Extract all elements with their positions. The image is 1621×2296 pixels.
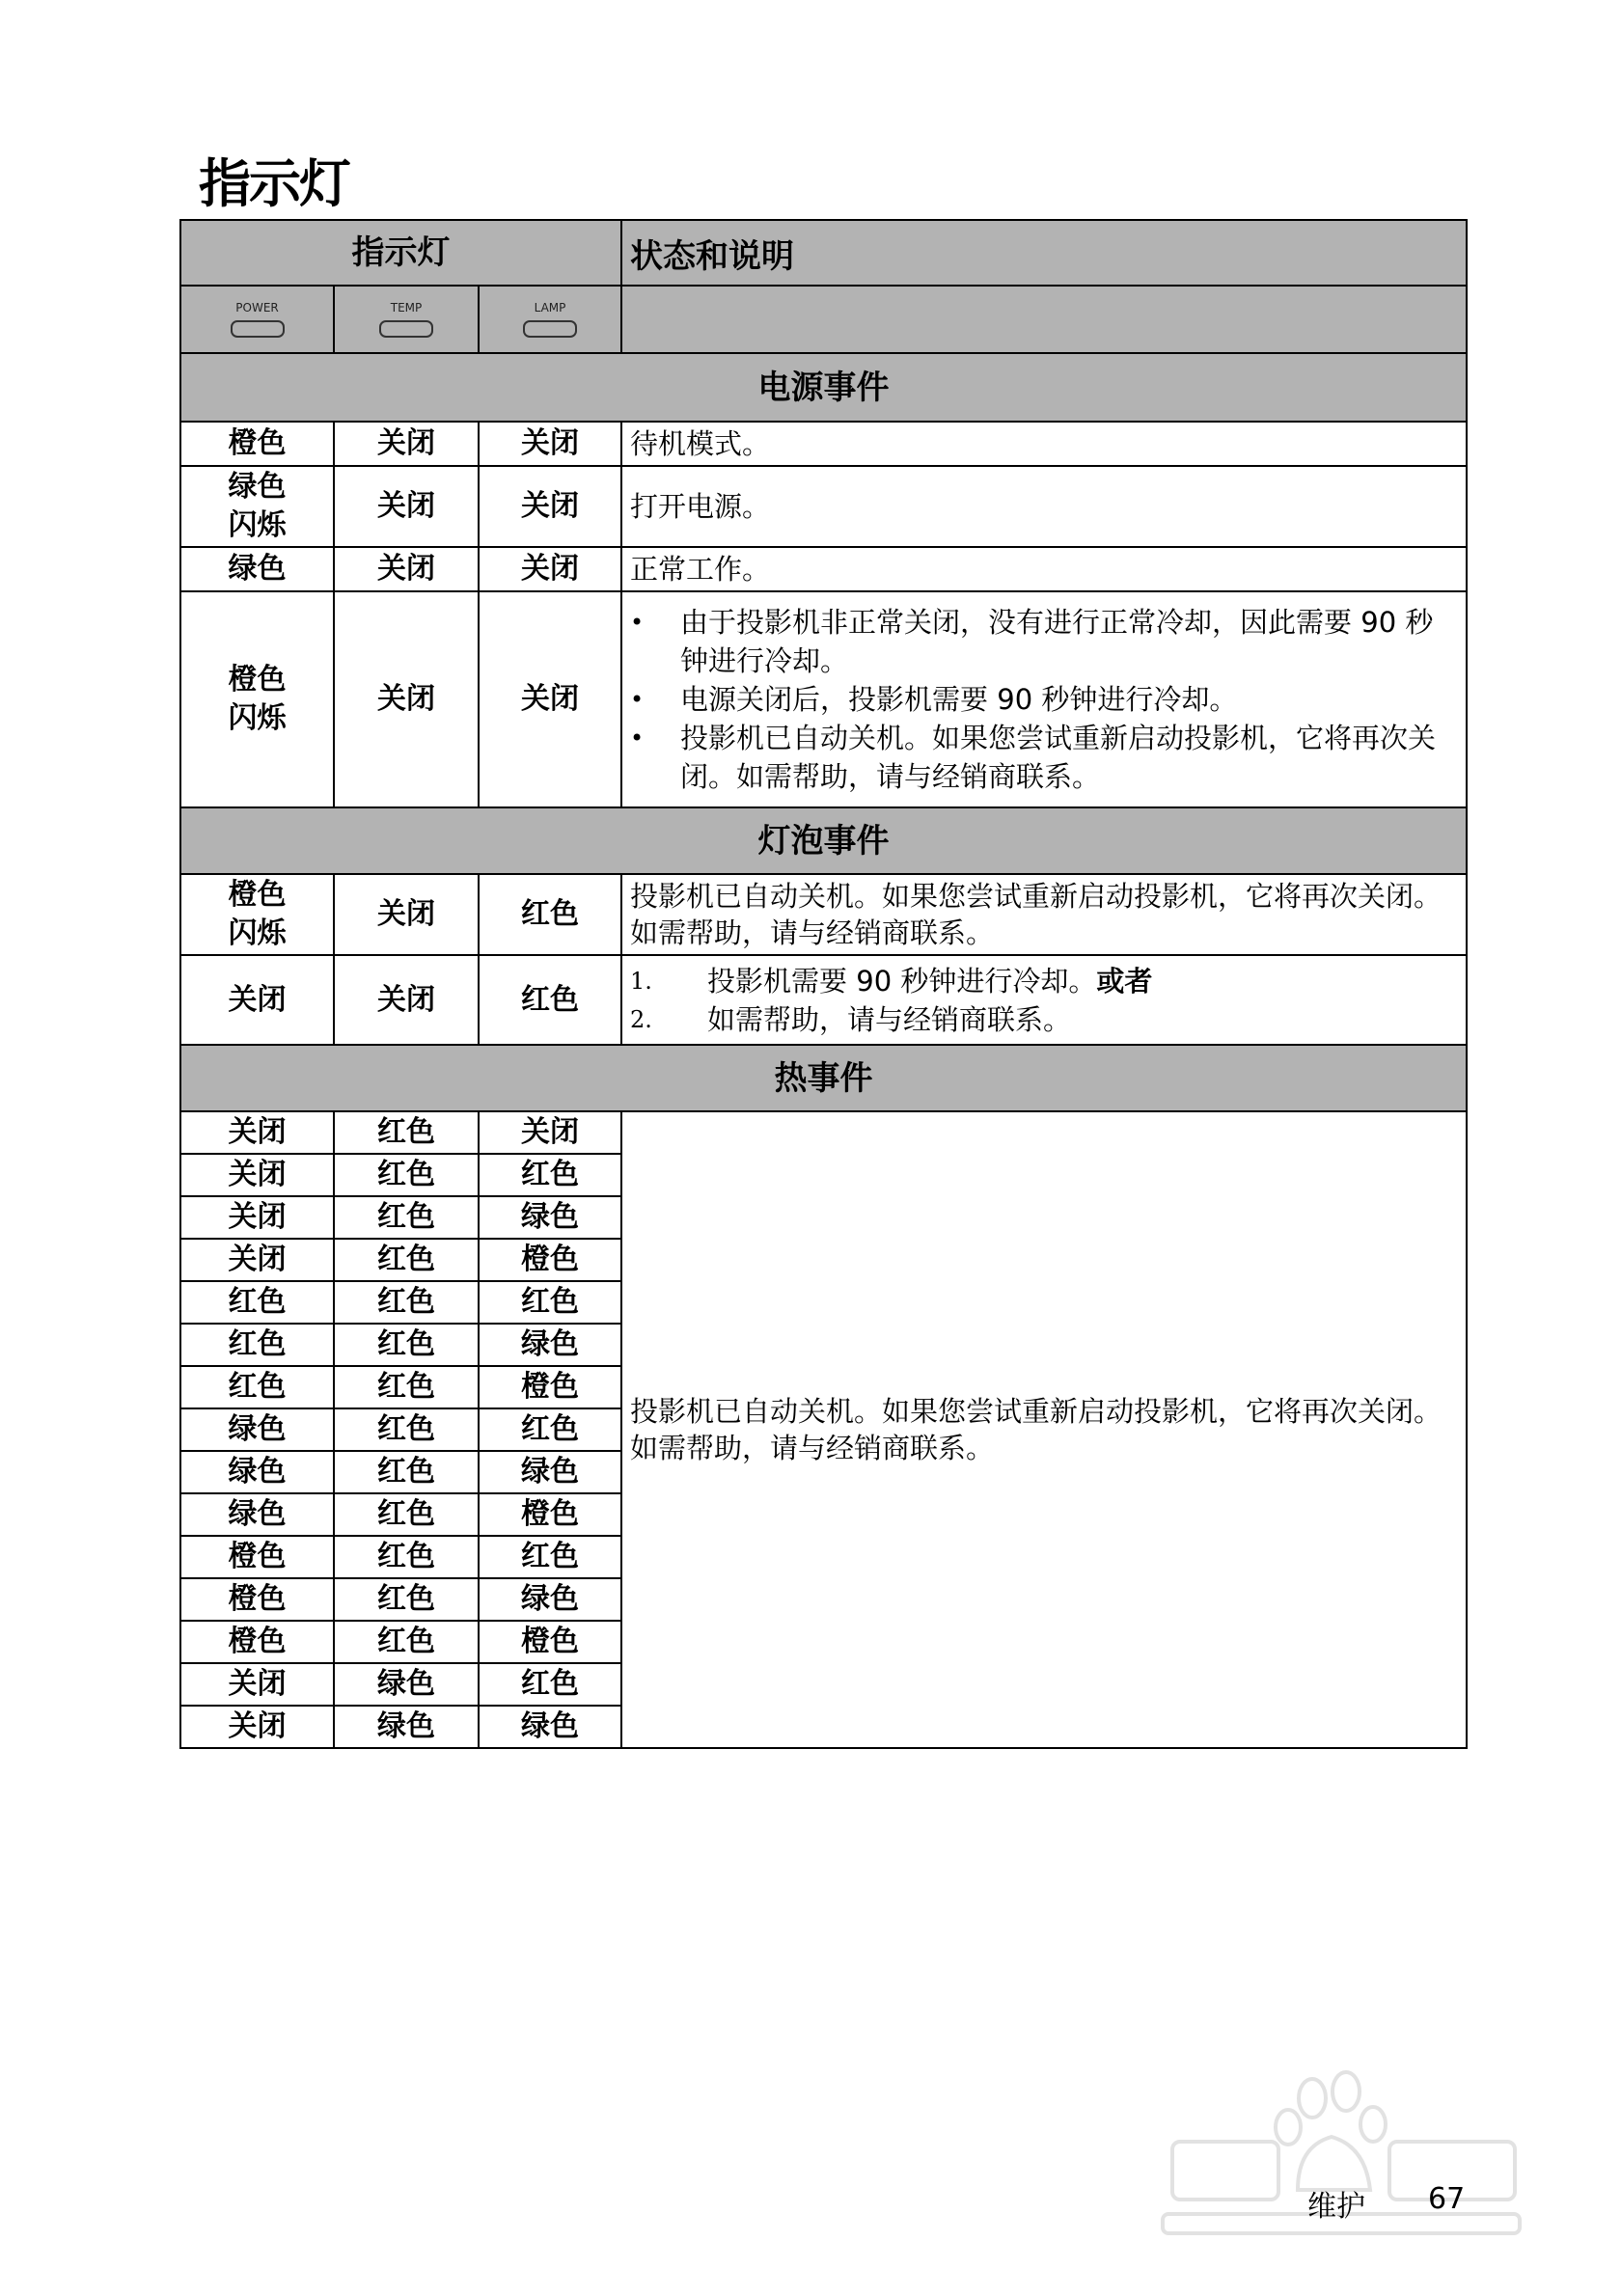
section-power-event: 电源事件 bbox=[180, 353, 1467, 422]
power-cell: 关闭 bbox=[180, 1196, 334, 1239]
table-row bbox=[180, 955, 1467, 1045]
power-cell: 红色 bbox=[180, 1281, 334, 1324]
lamp-cell: 红色 bbox=[479, 1281, 621, 1324]
power-cell: 橙色闪烁 bbox=[180, 591, 334, 807]
temp-cell: 红色 bbox=[334, 1154, 479, 1196]
bullet-item: • 投影机已自动关机。如果您尝试重新启动投影机，它将再次关闭。如需帮助，请与经销商联系。 bbox=[630, 722, 1437, 793]
table-row bbox=[180, 547, 1467, 591]
temp-cell: 关闭 bbox=[334, 547, 479, 591]
power-cell: 红色 bbox=[180, 1366, 334, 1408]
lamp-cell: 关闭 bbox=[479, 591, 621, 807]
table-row bbox=[180, 591, 1467, 807]
temp-led-icon bbox=[335, 287, 478, 351]
temp-cell: 红色 bbox=[334, 1111, 479, 1154]
power-cell: 关闭 bbox=[180, 1111, 334, 1154]
power-cell: 橙色 bbox=[180, 1621, 334, 1663]
led-label: TEMP bbox=[390, 301, 423, 314]
temp-cell: 关闭 bbox=[334, 466, 479, 547]
lamp-cell: 绿色 bbox=[479, 1578, 621, 1621]
lamp-cell: 橙色 bbox=[479, 1621, 621, 1663]
power-cell: 绿色闪烁 bbox=[180, 466, 334, 547]
step-item: 1. 投影机需要 90 秒钟进行冷却。 或者 bbox=[630, 964, 1153, 998]
lamp-cell: 橙色 bbox=[479, 1239, 621, 1281]
temp-cell: 红色 bbox=[334, 1621, 479, 1663]
led-label: LAMP bbox=[534, 301, 566, 314]
temp-cell: 红色 bbox=[334, 1196, 479, 1239]
power-cell: 关闭 bbox=[180, 1154, 334, 1196]
lamp-cell: 红色 bbox=[479, 1663, 621, 1706]
lamp-cell: 绿色 bbox=[479, 1706, 621, 1748]
table-row bbox=[180, 874, 1467, 955]
lamp-cell: 绿色 bbox=[479, 1324, 621, 1366]
temp-cell: 红色 bbox=[334, 1239, 479, 1281]
led-row bbox=[180, 286, 1467, 353]
temp-cell: 关闭 bbox=[334, 955, 479, 1045]
lamp-cell: 关闭 bbox=[479, 422, 621, 466]
desc-cell: 打开电源。 bbox=[621, 466, 1467, 547]
desc-cell bbox=[621, 955, 1467, 1045]
desc-cell: 投影机已自动关机。如果您尝试重新启动投影机，它将再次关闭。如需帮助，请与经销商联系。 bbox=[621, 874, 1467, 955]
lamp-cell: 橙色 bbox=[479, 1366, 621, 1408]
power-cell: 绿色 bbox=[180, 1408, 334, 1451]
footer-section: 维护 bbox=[1307, 2190, 1365, 2224]
power-cell: 绿色 bbox=[180, 547, 334, 591]
led-label: POWER bbox=[235, 301, 279, 314]
temp-cell: 关闭 bbox=[334, 591, 479, 807]
bullet-item: • 电源关闭后，投影机需要 90 秒钟进行冷却。 bbox=[630, 683, 1238, 716]
bullet-item: • 由于投影机非正常关闭，没有进行正常冷却，因此需要 90 秒钟进行冷却。 bbox=[630, 606, 1434, 677]
lamp-cell: 红色 bbox=[479, 1408, 621, 1451]
power-cell: 橙色 bbox=[180, 422, 334, 466]
lamp-cell: 橙色 bbox=[479, 1493, 621, 1536]
lamp-cell: 关闭 bbox=[479, 547, 621, 591]
desc-cell: 正常工作。 bbox=[621, 547, 1467, 591]
power-cell: 橙色 bbox=[180, 1536, 334, 1578]
temp-cell: 红色 bbox=[334, 1578, 479, 1621]
temp-cell: 红色 bbox=[334, 1493, 479, 1536]
lamp-cell: 关闭 bbox=[479, 466, 621, 547]
power-cell: 绿色 bbox=[180, 1451, 334, 1493]
header-indicator: 指示灯 bbox=[180, 220, 621, 286]
table-header-row bbox=[180, 220, 1467, 286]
temp-cell: 红色 bbox=[334, 1536, 479, 1578]
lamp-cell: 关闭 bbox=[479, 1111, 621, 1154]
power-cell: 关闭 bbox=[180, 1706, 334, 1748]
power-led-icon bbox=[181, 287, 333, 351]
desc-cell: 投影机已自动关机。如果您尝试重新启动投影机，它将再次关闭。如需帮助，请与经销商联系。 bbox=[621, 1111, 1467, 1748]
temp-cell: 红色 bbox=[334, 1324, 479, 1366]
table-row bbox=[180, 422, 1467, 466]
lamp-cell: 绿色 bbox=[479, 1196, 621, 1239]
step-item: 2. 如需帮助，请与经销商联系。 bbox=[630, 1002, 1072, 1036]
temp-cell: 关闭 bbox=[334, 422, 479, 466]
table-row bbox=[180, 1111, 1467, 1154]
lamp-led-icon bbox=[480, 287, 620, 351]
temp-cell: 红色 bbox=[334, 1408, 479, 1451]
temp-cell: 红色 bbox=[334, 1366, 479, 1408]
page-title: 指示灯 bbox=[199, 153, 349, 214]
power-cell: 橙色 bbox=[180, 1578, 334, 1621]
power-cell: 绿色 bbox=[180, 1493, 334, 1536]
header-status: 状态和说明 bbox=[621, 220, 1467, 286]
section-lamp-event: 灯泡事件 bbox=[180, 807, 1467, 874]
temp-cell: 绿色 bbox=[334, 1663, 479, 1706]
temp-cell: 关闭 bbox=[334, 874, 479, 955]
power-cell: 关闭 bbox=[180, 1663, 334, 1706]
section-thermal-event: 热事件 bbox=[180, 1045, 1467, 1111]
power-cell: 橙色闪烁 bbox=[180, 874, 334, 955]
page-number: 67 bbox=[1428, 2182, 1466, 2216]
lamp-cell: 红色 bbox=[479, 955, 621, 1045]
desc-cell bbox=[621, 591, 1467, 807]
table-row bbox=[180, 466, 1467, 547]
desc-cell: 待机模式。 bbox=[621, 422, 1467, 466]
lamp-cell: 绿色 bbox=[479, 1451, 621, 1493]
temp-cell: 红色 bbox=[334, 1281, 479, 1324]
lamp-cell: 红色 bbox=[479, 1536, 621, 1578]
lamp-cell: 红色 bbox=[479, 1154, 621, 1196]
temp-cell: 绿色 bbox=[334, 1706, 479, 1748]
power-cell: 关闭 bbox=[180, 955, 334, 1045]
power-cell: 红色 bbox=[180, 1324, 334, 1366]
power-cell: 关闭 bbox=[180, 1239, 334, 1281]
indicator-table bbox=[179, 219, 1468, 1749]
temp-cell: 红色 bbox=[334, 1451, 479, 1493]
lamp-cell: 红色 bbox=[479, 874, 621, 955]
